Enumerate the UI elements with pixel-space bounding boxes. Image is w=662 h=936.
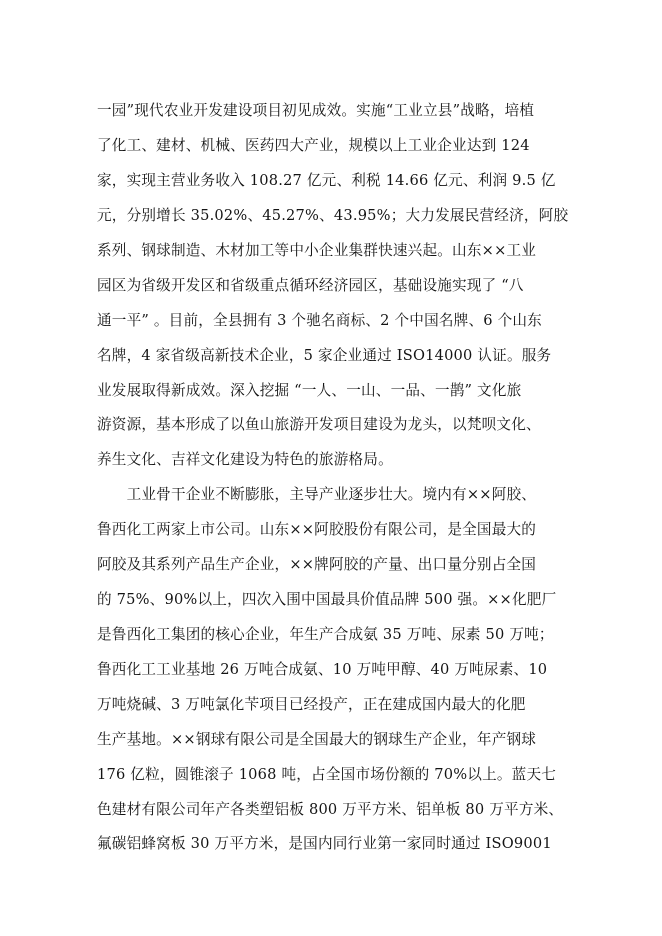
text-line: 家，实现主营业务收入 108.27 亿元、利税 14.66 亿元、利润 9.5 亿 [97, 172, 556, 189]
text-line: 生产基地。××钢球有限公司是全国最大的钢球生产企业，年产钢球 [97, 731, 537, 748]
text-line: 是鲁西化工集团的核心企业，年生产合成氨 35 万吨、尿素 50 万吨； [97, 626, 554, 643]
text-line: 万吨烧碱、3 万吨氯化苄项目已经投产，正在建成国内最大的化肥 [97, 696, 526, 713]
text-line: 的 75%、90%以上，四次入围中国最具价值品牌 500 强。××化肥厂 [97, 591, 557, 608]
text-line: 工业骨干企业不断膨胀，主导产业逐步壮大。境内有××阿胶、 [97, 486, 537, 503]
text-line: 园区为省级开发区和省级重点循环经济园区，基础设施实现了 “八 [97, 277, 524, 294]
text-line: 通一平” 。目前，全县拥有 3 个驰名商标、2 个中国名牌、6 个山东 [97, 312, 542, 329]
text-line: 养生文化、吉祥文化建设为特色的旅游格局。 [97, 451, 393, 468]
text-line: 176 亿粒，圆锥滚子 1068 吨，占全国市场份额的 70%以上。蓝天七 [97, 766, 557, 783]
text-line: 系列、钢球制造、木材加工等中小企业集群快速兴起。山东××工业 [97, 242, 537, 259]
text-line: 游资源，基本形成了以鱼山旅游开发项目建设为龙头，以梵呗文化、 [97, 416, 541, 433]
text-line: 阿胶及其系列产品生产企业，××牌阿胶的产量、出口量分别占全国 [97, 556, 537, 573]
text-line: 名牌，4 家省级高新技术企业，5 家企业通过 ISO14000 认证。服务 [97, 347, 552, 364]
text-line: 了化工、建材、机械、医药四大产业，规模以上工业企业达到 124 [97, 137, 530, 154]
text-line: 业发展取得新成效。深入挖掘 “一人、一山、一品、一鹊” 文化旅 [97, 382, 522, 399]
text-line: 鲁西化工两家上市公司。山东××阿胶股份有限公司，是全国最大的 [97, 521, 537, 538]
text-line: 氟碳铝蜂窝板 30 万平方米，是国内同行业第一家同时通过 ISO9001 [97, 835, 552, 852]
text-line: 色建材有限公司年产各类塑铝板 800 万平方米、铝单板 80 万平方米、 [97, 801, 564, 818]
text-line: 鲁西化工工业基地 26 万吨合成氨、10 万吨甲醇、40 万吨尿素、10 [97, 661, 548, 678]
text-line: 一园”现代农业开发建设项目初见成效。实施“工业立县”战略，培植 [97, 102, 535, 119]
text-line: 元，分别增长 35.02%、45.27%、43.95%；大力发展民营经济，阿胶 [97, 207, 569, 224]
